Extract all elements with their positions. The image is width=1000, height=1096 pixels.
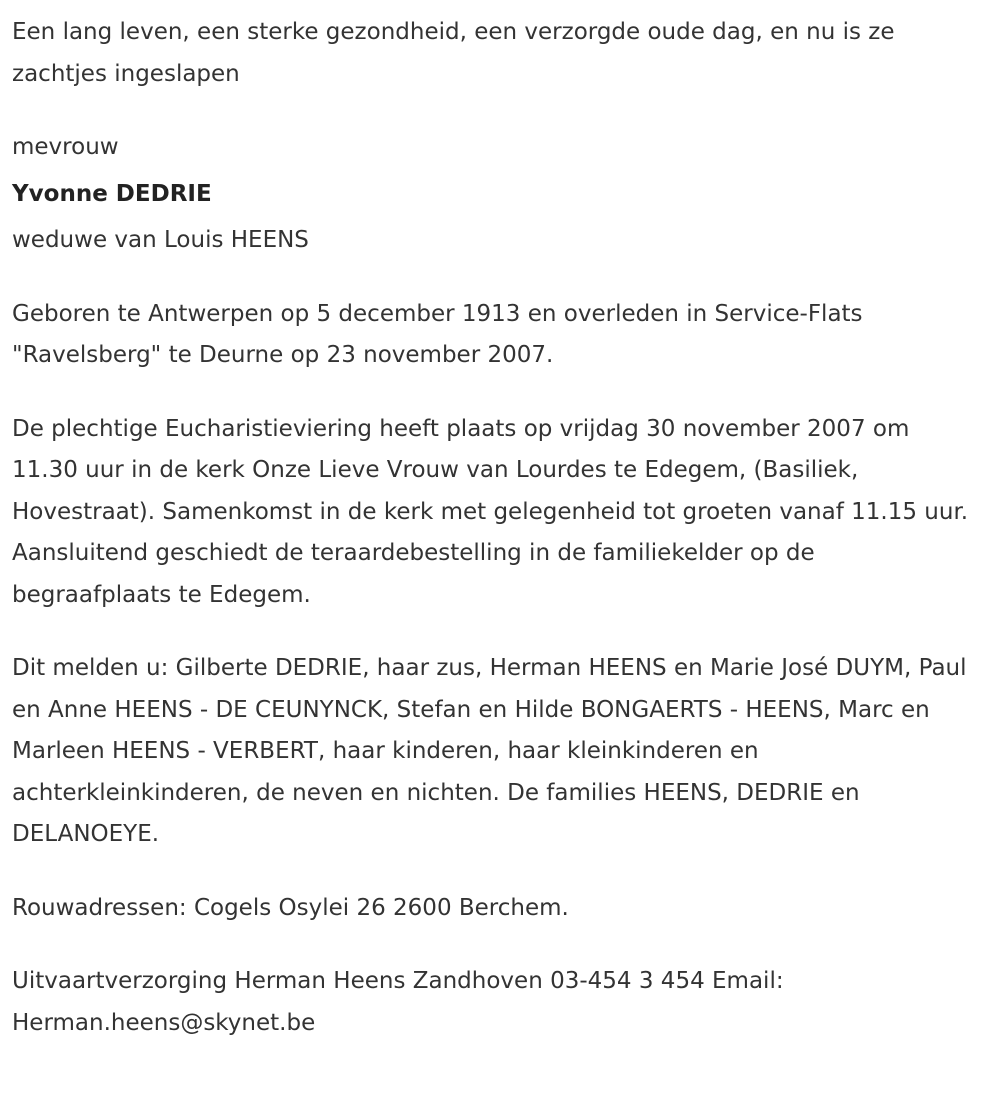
funeral-home-contact: Uitvaartverzorging Herman Heens Zandhoven 03-454 3 454 Email: Herman.heens@skynet.be bbox=[12, 968, 784, 1036]
service-details: De plechtige Eucharistieviering heeft plaats op vrijdag 30 november 2007 om 11.30 uur in de kerk Onze Lieve Vrouw van Lourdes te Edegem, (Basiliek, Hovestraat). Samenkomst in de kerk met gelegenheid tot groeten vanaf 11.15 uur. Aansluitend geschiedt de teraardebestelling in de familiekelder op de begraafplaats te Edegem. bbox=[12, 415, 969, 608]
family-announcement: Dit melden u: Gilberte DEDRIE, haar zus, Herman HEENS en Marie José DUYM, Paul en Anne HEENS - DE CEUNYNCK, Stefan en Hilde BONGAERTS - HEENS, Marc en Marleen HEENS - VERBERT, haar kinderen, haar kleinkinderen en achterkleinkinderen, de neven en nichten. De families HEENS, DEDRIE en DELANOEYE. bbox=[12, 655, 967, 847]
deceased-name: Yvonne DEDRIE bbox=[12, 180, 212, 207]
mourning-address: Rouwadressen: Cogels Osylei 26 2600 Berchem. bbox=[12, 894, 569, 921]
relation-line: weduwe van Louis HEENS bbox=[12, 227, 309, 253]
intro-text: Een lang leven, een sterke gezondheid, een verzorgde oude dag, en nu is ze zachtjes ingeslapen bbox=[12, 19, 895, 87]
salutation: mevrouw bbox=[12, 134, 119, 160]
birth-death-text: Geboren te Antwerpen op 5 december 1913 en overleden in Service-Flats "Ravelsberg" te Deurne op 23 november 2007. bbox=[12, 300, 863, 368]
